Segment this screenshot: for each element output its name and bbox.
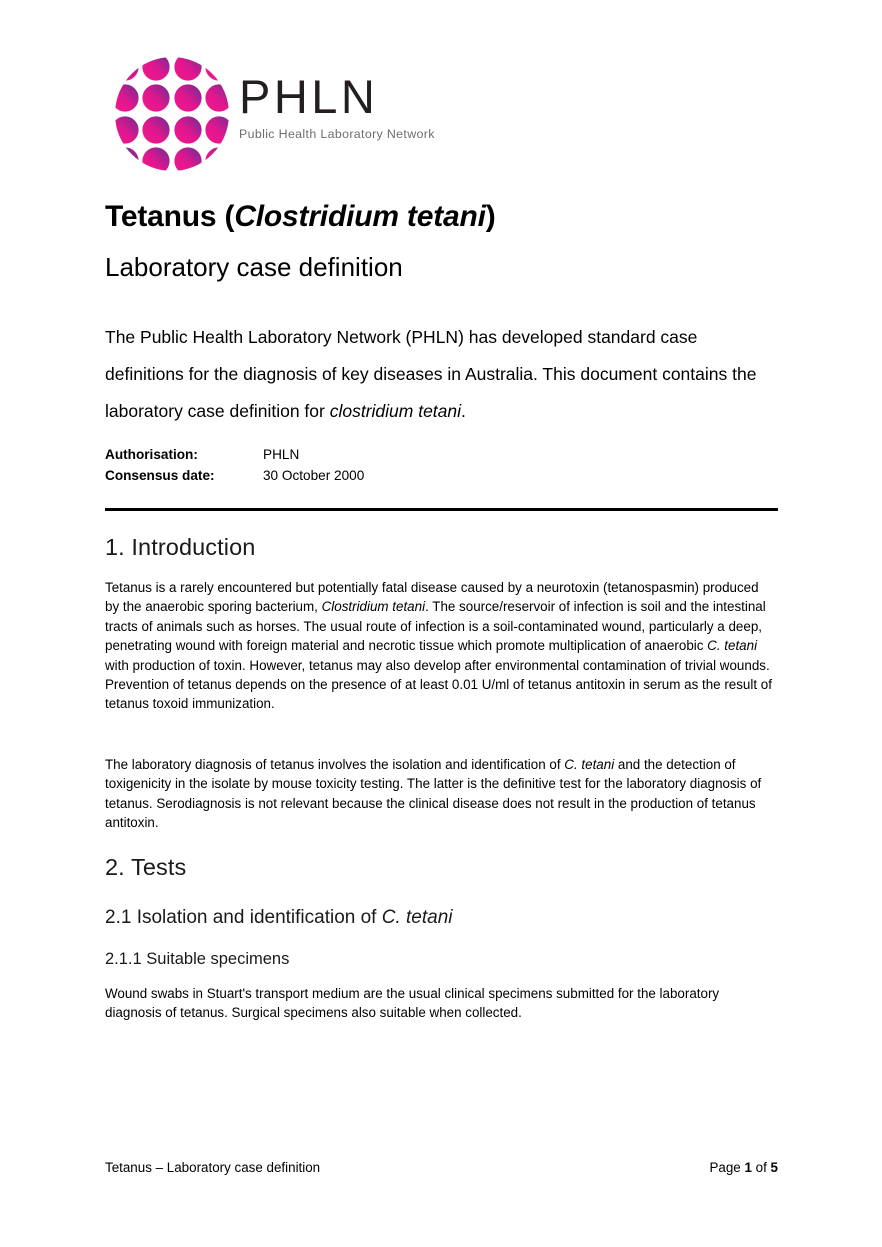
- heading-2-1-species: C. tetani: [381, 907, 453, 928]
- consensus-date-label: Consensus date:: [105, 468, 215, 483]
- lead-text-part2: .: [461, 401, 466, 421]
- phln-logo-text: [239, 70, 454, 141]
- intro-p1-part3: with production of toxin. However, tetanus may also develop after environmental contamination of trivial wounds. Prevention of tetanus depends on the presence of at least 0.01 U/ml of tetanus antitoxin in serum as the result of tetanus toxoid immunization.: [105, 657, 772, 712]
- metadata-row-authorisation: [105, 444, 605, 465]
- metadata-block: [105, 444, 605, 486]
- metadata-row-consensus-date: [105, 465, 605, 486]
- introduction-paragraph-1: [105, 578, 773, 714]
- heading-2-1-prefix: 2.1 Isolation and identification of: [105, 907, 382, 928]
- phln-logo: [113, 55, 453, 170]
- introduction-paragraph-2: [105, 755, 773, 833]
- intro-p1-species-1: Clostridium tetani: [321, 599, 426, 615]
- phln-logo-mark-icon: [113, 55, 231, 173]
- document-title-suffix: ): [485, 200, 496, 233]
- header-divider: [105, 508, 778, 511]
- heading-suitable-specimens: 2.1.1 Suitable specimens: [105, 950, 290, 968]
- phln-tagline: Public Health Laboratory Network: [239, 127, 435, 141]
- suitable-specimens-paragraph: Wound swabs in Stuart's transport medium are the usual clinical specimens submitted for the laboratory diagnosis of tetanus. Surgical specimens also suitable when collected.: [105, 986, 720, 1021]
- authorisation-value: PHLN: [263, 447, 300, 462]
- heading-tests: 2. Tests: [105, 854, 187, 880]
- phln-wordmark: PHLN: [239, 70, 379, 123]
- page-footer: [105, 1160, 778, 1175]
- intro-p1-part1: Tetanus is a rarely encountered but potentially fatal disease caused by a neurotoxin (tetanospasmin) produced by the anaerobic sporing bacterium,: [105, 580, 759, 615]
- document-title-prefix: Tetanus (: [105, 200, 235, 233]
- document-title-species: Clostridium tetani: [234, 200, 486, 233]
- lead-text-part1: The Public Health Laboratory Network (PHLN) has developed standard case definitions for the diagnosis of key diseases in Australia. This document contains the laboratory case definition for: [105, 327, 757, 421]
- footer-page-indicator: [709, 1160, 778, 1175]
- intro-p1-species-2: C. tetani: [707, 638, 758, 654]
- lead-species: clostridium tetani: [329, 401, 462, 421]
- footer-page-prefix: Page: [709, 1160, 745, 1175]
- authorisation-label: Authorisation:: [105, 447, 198, 462]
- lead-paragraph: [105, 319, 775, 430]
- heading-isolation-identification: [105, 907, 453, 929]
- footer-document-name: Tetanus – Laboratory case definition: [105, 1160, 321, 1175]
- intro-p2-part2: and the detection of toxigenicity in the isolate by mouse toxicity testing. The latter is the definitive test for the laboratory diagnosis of tetanus. Serodiagnosis is not relevant because the clinical disease does not result in the production of tetanus antitoxin.: [105, 757, 762, 831]
- footer-page-middle: of: [751, 1160, 771, 1175]
- consensus-date-value: 30 October 2000: [263, 468, 365, 483]
- intro-p2-part1: The laboratory diagnosis of tetanus involves the isolation and identification of: [105, 757, 565, 772]
- footer-page-number: 1: [744, 1160, 752, 1175]
- heading-introduction: 1. Introduction: [105, 534, 256, 560]
- document-subtitle: Laboratory case definition: [105, 252, 403, 282]
- document-title: [105, 200, 496, 234]
- footer-page-total: 5: [770, 1160, 778, 1175]
- intro-p1-part2: . The source/reservoir of infection is soil and the intestinal tracts of animals such as horses. The usual route of infection is a soil-contaminated wound, particularly a deep, penetrating wound with foreign material and necrotic tissue which promote multiplication of anaerobic: [105, 599, 766, 654]
- intro-p2-species-1: C. tetani: [564, 757, 615, 772]
